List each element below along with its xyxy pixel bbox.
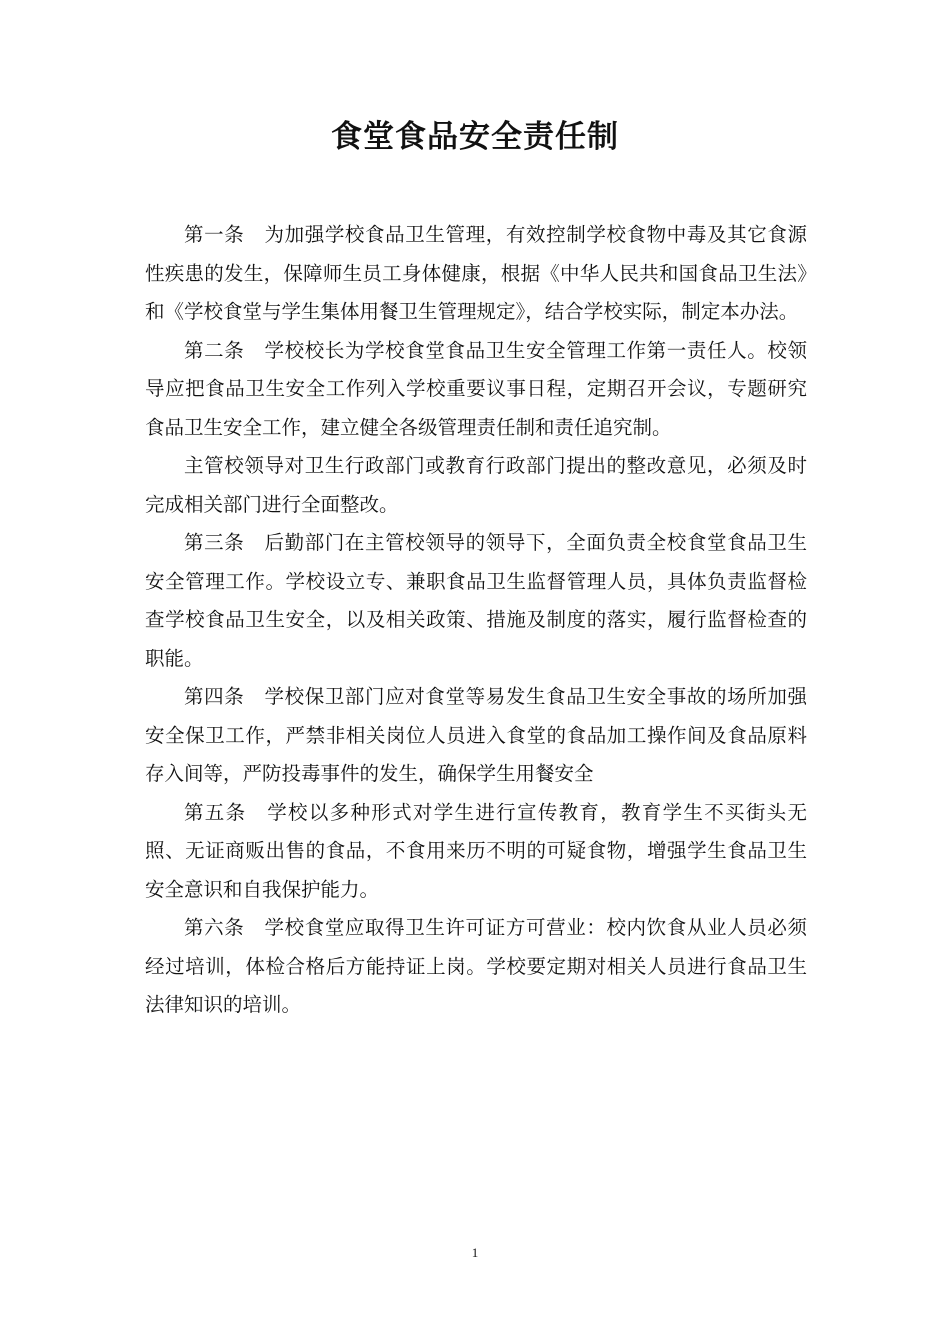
paragraph-article-1: 第一条 为加强学校食品卫生管理，有效控制学校食物中毒及其它食源性疾患的发生，保障师生员工身体健康，根据《中华人民共和国食品卫生法》和《学校食堂与学生集体用餐卫生管理规定》，结合学校实际，制定本办法。 [145, 223, 807, 323]
paragraph-article-2-supplement: 主管校领导对卫生行政部门或教育行政部门提出的整改意见，必须及时完成相关部门进行全面整改。 [145, 454, 807, 516]
paragraph-article-4: 第四条 学校保卫部门应对食堂等易发生食品卫生安全事故的场所加强安全保卫工作，严禁非相关岗位人员进入食堂的食品加工操作间及食品原料存入间等，严防投毒事件的发生，确保学生用餐安全 [145, 685, 807, 785]
document-title: 食堂食品安全责任制 [331, 119, 619, 155]
paragraph-article-5: 第五条 学校以多种形式对学生进行宣传教育，教育学生不买街头无照、无证商贩出售的食品，不食用来历不明的可疑食物，增强学生食品卫生安全意识和自我保护能力。 [145, 800, 807, 901]
paragraph-article-3: 第三条 后勤部门在主管校领导的领导下，全面负责全校食堂食品卫生安全管理工作。学校设立专、兼职食品卫生监督管理人员，具体负责监督检查学校食品卫生安全，以及相关政策、措施及制度的落实，履行监督检查的职能。 [145, 531, 807, 670]
page-number: 1 [471, 1245, 479, 1260]
paragraph-article-2: 第二条 学校校长为学校食堂食品卫生安全管理工作第一责任人。校领导应把食品卫生安全工作列入学校重要议事日程，定期召开会议，专题研究食品卫生安全工作，建立健全各级管理责任制和责任追究制。 [145, 338, 807, 439]
document-body [145, 216, 807, 1025]
paragraph-article-6: 第六条 学校食堂应取得卫生许可证方可营业：校内饮食从业人员必须经过培训，体检合格后方能持证上岗。学校要定期对相关人员进行食品卫生法律知识的培训。 [145, 916, 807, 1016]
